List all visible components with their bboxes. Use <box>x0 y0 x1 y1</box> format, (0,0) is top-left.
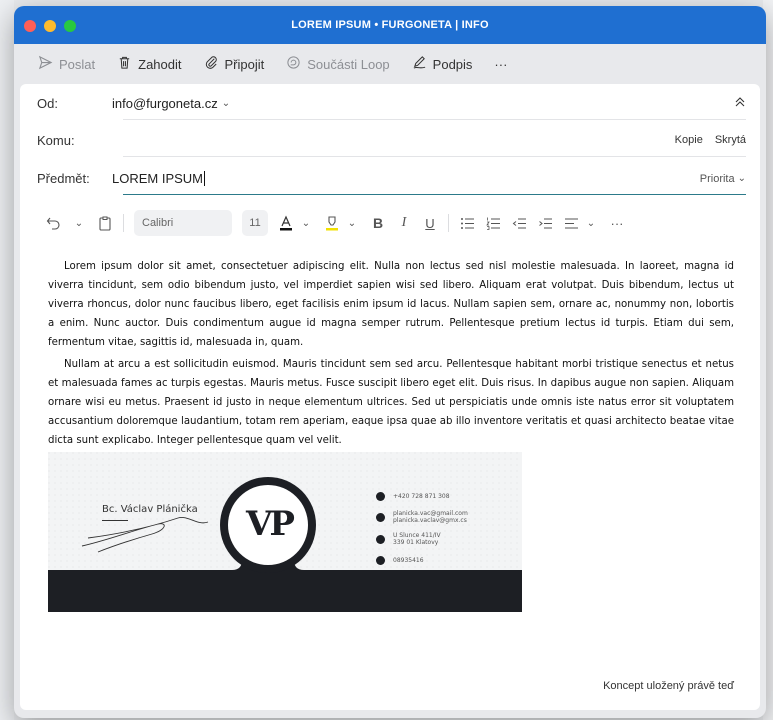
send-icon <box>38 55 53 73</box>
collapse-header[interactable] <box>734 96 746 111</box>
discard-button[interactable] <box>117 55 181 73</box>
email-signature <box>48 452 522 612</box>
message-body[interactable] <box>48 257 734 453</box>
subject-input[interactable] <box>112 171 700 186</box>
underline-icon[interactable]: U <box>425 215 435 231</box>
font-family-select[interactable]: Calibri <box>134 210 232 236</box>
signature-phone <box>376 492 450 501</box>
from-label: Od: <box>37 96 58 111</box>
address-line-2: 339 01 Klatovy <box>393 539 439 546</box>
phone-icon <box>376 492 385 501</box>
chevron-down-icon[interactable]: ⌄ <box>586 217 596 229</box>
send-label: Poslat <box>59 56 96 72</box>
font-size-select[interactable]: 11 <box>242 210 268 236</box>
mail-icon <box>376 513 385 522</box>
location-pin-icon <box>376 535 385 544</box>
compose-window <box>14 6 766 718</box>
priority-selector[interactable] <box>700 173 746 185</box>
loop-components-button[interactable] <box>286 55 389 73</box>
signature-email <box>376 510 468 524</box>
maximize-button[interactable] <box>64 20 76 32</box>
draft-status: Koncept uložený právě teď <box>603 680 734 692</box>
signature-label: Podpis <box>432 56 473 72</box>
bcc-button[interactable]: Skrytá <box>714 134 746 146</box>
phone-value: +420 728 871 308 <box>393 493 450 500</box>
chevron-double-up-icon <box>734 96 746 111</box>
chevron-down-icon[interactable]: ⌄ <box>347 217 357 229</box>
decrease-indent-icon[interactable] <box>511 214 527 232</box>
attach-label: Připojit <box>224 56 265 72</box>
trash-icon <box>117 55 132 73</box>
minimize-button[interactable] <box>44 20 56 32</box>
discard-label: Zahodit <box>138 56 182 72</box>
align-icon[interactable] <box>563 214 579 232</box>
bold-icon[interactable]: B <box>372 215 384 231</box>
vp-logo: VP <box>246 504 292 544</box>
signature-company-id <box>376 556 424 565</box>
ellipsis-icon: ··· <box>494 56 508 72</box>
formatting-toolbar <box>45 209 746 237</box>
to-divider <box>123 156 746 157</box>
attach-button[interactable] <box>204 55 265 73</box>
text-cursor <box>204 171 205 186</box>
compose-area <box>20 84 760 710</box>
body-paragraph-2: Nullam at arcu a est sollicitudin euismod. Mauris tincidunt sem sed arcu. Pellentesque habitant morbi tristique senectus et netus et malesuada fames ac turpis egestas. Mauris metus. Fusce suscipit libero eget elit. Duis risus. In dapibus augue non sapien. Aliquam ornare wisi eu metus. Praesent id justo in neque elementum ultrices. Sed ut perspiciatis unde omnis iste natus error sit voluptatem accusantium doloremque laudantium, totam rem aperiam, eaque ipsa quae ab illo inventore veritatis et quasi architecto beatae vitae dicta sunt explicabo. Integer pellentesque quam vel velit. <box>48 359 734 446</box>
body-paragraph-1: Lorem ipsum dolor sit amet, consectetuer adipiscing elit. Nulla non lectus sed nisl molestie malesuada. In laoreet, magna id viverra tincidunt, sem odio bibendum justo, vel imperdiet sapien wisi sed libero. Aliquam erat volutpat. Duis bibendum, lectus ut viverra rhoncus, dolor nunc faucibus libero, eget facilisis enim ipsum id lacus. Nullam sapien sem, ornare ac, nonummy non, lobortis a enim. Nunc auctor. Duis condimentum augue id magna semper rutrum. Pellentesque pretium lectus id turpis. Etiam dui sem, fermentum vitae, sagittis id, malesuada in, quam. <box>48 261 734 348</box>
chevron-down-icon: ⌄ <box>221 98 231 109</box>
id-icon <box>376 556 385 565</box>
cc-button[interactable]: Kopie <box>674 134 703 146</box>
loop-label: Součásti Loop <box>307 56 390 72</box>
window-controls <box>24 20 76 32</box>
background-left-edge <box>0 0 14 720</box>
clipboard-icon[interactable] <box>97 214 113 232</box>
chevron-down-icon[interactable]: ⌄ <box>74 217 84 229</box>
company-id-value: 08935416 <box>393 557 424 564</box>
subject-row <box>37 171 746 186</box>
from-row <box>37 96 746 111</box>
close-button[interactable] <box>24 20 36 32</box>
from-value: info@furgoneta.cz <box>112 96 218 111</box>
highlighter-icon[interactable] <box>324 214 340 232</box>
recipient-options <box>675 134 746 146</box>
toolbar-divider <box>123 214 124 232</box>
chevron-down-icon[interactable]: ⌄ <box>301 217 311 229</box>
signature-button[interactable] <box>412 55 473 73</box>
toolbar-divider <box>448 214 449 232</box>
from-divider <box>123 119 746 120</box>
italic-icon[interactable]: I <box>401 215 407 230</box>
undo-icon[interactable] <box>45 214 61 232</box>
signature-name: Bc. Václav Plánička <box>102 504 198 515</box>
address-values <box>393 532 441 546</box>
bullet-list-icon[interactable] <box>459 214 475 232</box>
more-format-icon[interactable]: ··· <box>610 215 624 231</box>
paperclip-icon <box>204 55 219 73</box>
font-color-icon[interactable] <box>278 214 294 232</box>
to-row <box>37 132 746 148</box>
signature-address <box>376 532 441 546</box>
numbered-list-icon[interactable] <box>485 214 501 232</box>
email-values <box>393 510 468 524</box>
subject-value: LOREM IPSUM <box>112 171 204 186</box>
title-bar <box>14 6 766 44</box>
signature-underline <box>102 520 128 521</box>
chevron-down-icon: ⌄ <box>737 173 746 184</box>
from-selector[interactable] <box>112 96 230 111</box>
more-options-button[interactable] <box>494 57 507 72</box>
window-title: LOREM IPSUM • FURGONETA | INFO <box>291 19 489 31</box>
to-input[interactable] <box>112 132 675 148</box>
subject-label: Předmět: <box>37 171 90 186</box>
pen-signature-icon <box>412 55 427 73</box>
increase-indent-icon[interactable] <box>537 214 553 232</box>
email-value-1: planicka.vac@gmail.com <box>393 510 468 517</box>
to-label: Komu: <box>37 132 75 148</box>
loop-icon <box>286 55 301 73</box>
send-button[interactable] <box>38 55 95 73</box>
subject-divider <box>123 194 746 195</box>
address-line-1: U Slunce 411/IV <box>393 532 441 539</box>
email-value-2: planicka.vaclav@gmx.cs <box>393 517 467 524</box>
priority-label: Priorita <box>699 172 735 185</box>
compose-toolbar <box>14 44 766 84</box>
